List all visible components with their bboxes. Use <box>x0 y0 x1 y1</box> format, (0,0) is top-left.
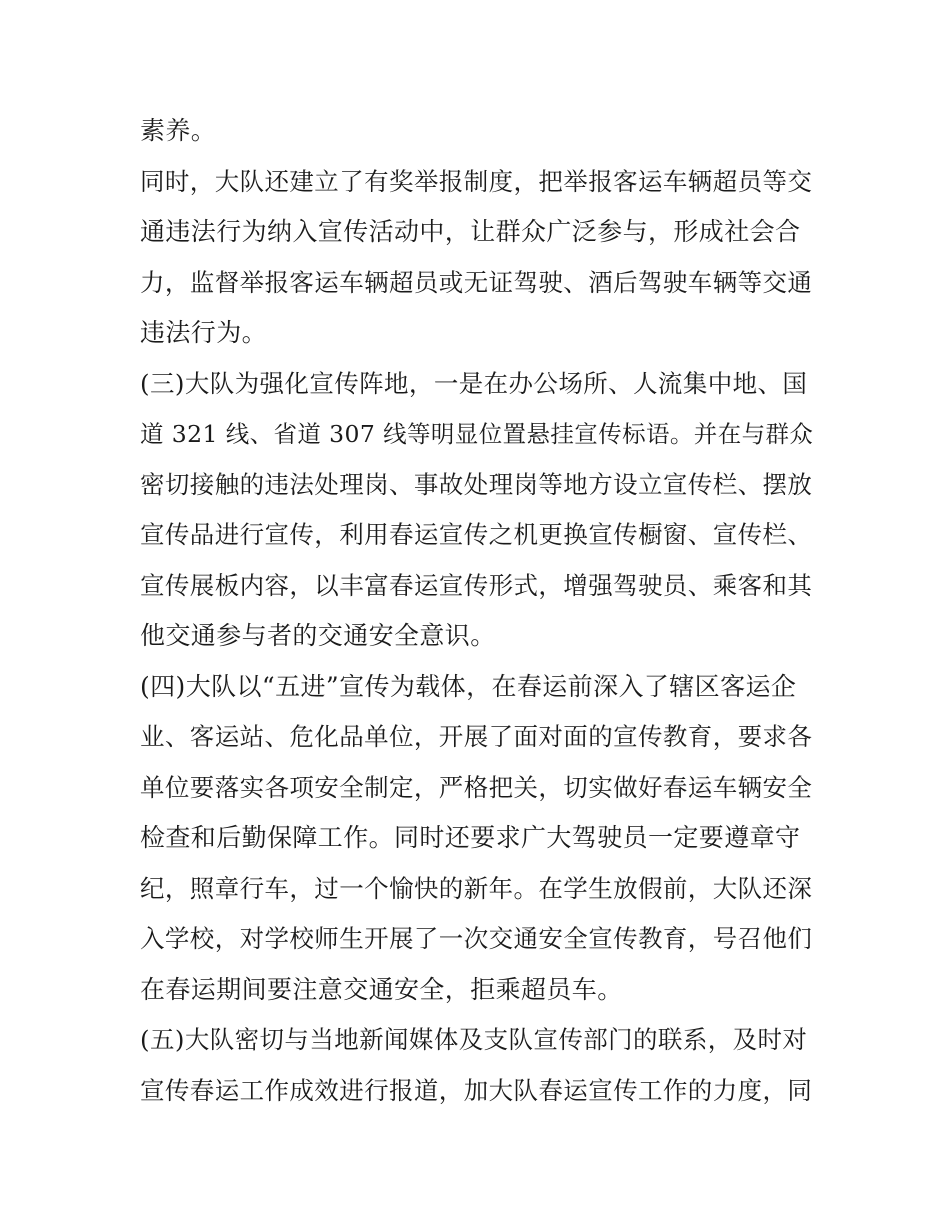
text-line: 密切接触的违法处理岗、事故处理岗等地方设立宣传栏、摆放 <box>140 469 813 499</box>
text-line: (三)大队为强化宣传阵地，一是在办公场所、人流集中地、国 <box>140 368 808 398</box>
text-line: 通违法行为纳入宣传活动中，让群众广泛参与，形成社会合 <box>140 217 801 246</box>
text-line: 道 321 线、省道 307 线等明显位置悬挂宣传标语。并在与群众 <box>140 420 814 448</box>
text-line: 纪，照章行车，过一个愉快的新年。在学生放假前，大队还深 <box>140 873 813 903</box>
text-line: 违法行为。 <box>140 318 268 347</box>
text-line: 力，监督举报客运车辆超员或无证驾驶、酒后驾驶车辆等交通 <box>140 267 813 297</box>
text-line: 入学校，对学校师生开展了一次交通安全宣传教育，号召他们 <box>140 924 813 953</box>
text-line: 业、客运站、危化品单位，开展了面对面的宣传教育，要求各 <box>140 722 813 751</box>
text-line: 他交通参与者的交通安全意识。 <box>140 621 496 650</box>
text-line: 在春运期间要注意交通安全，拒乘超员车。 <box>140 974 623 1004</box>
text-line: (四)大队以“五进”宣传为载体，在春运前深入了辖区客运企 <box>140 671 797 701</box>
text-line: (五)大队密切与当地新闻媒体及支队宣传部门的联系，及时对 <box>140 1025 808 1054</box>
text-line: 检查和后勤保障工作。同时还要求广大驾驶员一定要遵章守 <box>140 823 801 852</box>
text-line: 同时，大队还建立了有奖举报制度，把举报客运车辆超员等交 <box>140 166 813 196</box>
text-line: 宣传展板内容，以丰富春运宣传形式，增强驾驶员、乘客和其 <box>140 570 813 600</box>
text-line: 单位要落实各项安全制定，严格把关，切实做好春运车辆安全 <box>140 772 813 802</box>
text-line: 素养。 <box>140 116 217 145</box>
text-line: 宣传品进行宣传，利用春运宣传之机更换宣传橱窗、宣传栏、 <box>140 520 813 549</box>
body-text <box>140 106 820 1116</box>
text-line: 宣传春运工作成效进行报道，加大队春运宣传工作的力度，同 <box>140 1075 813 1105</box>
